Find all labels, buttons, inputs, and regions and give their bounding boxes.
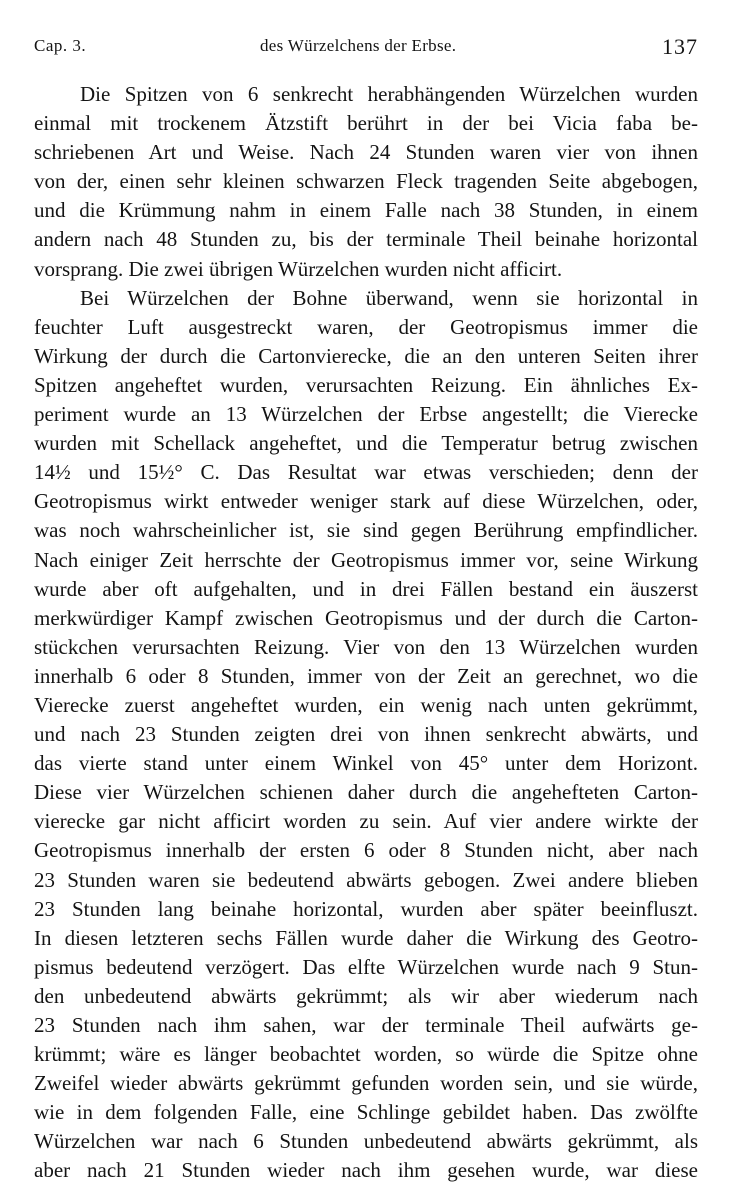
text-line: In diesen letzteren sechs Fällen wurde daher die Wirkung des Geotro-: [34, 925, 698, 950]
text-line: innerhalb 6 oder 8 Stunden, immer von der Zeit an gerechnet, wo die: [34, 663, 698, 688]
page-number: 137: [662, 34, 698, 59]
text-line: krümmt; wäre es länger beobachtet worden, so würde die Spitze ohne: [34, 1042, 698, 1067]
text-line: Bei Würzelchen der Bohne überwand, wenn sie horizontal in: [80, 285, 698, 310]
chapter-label: Cap. 3.: [34, 36, 87, 55]
text-line: das vierte stand unter einem Winkel von 45° unter dem Horizont.: [34, 751, 698, 776]
text-line: Die Spitzen von 6 senkrecht herabhängenden Würzelchen wurden: [80, 82, 698, 106]
text-line: wurde aber oft aufgehalten, und in drei Fällen bestand ein äuszerst: [34, 576, 698, 601]
text-line: Geotropismus innerhalb der ersten 6 oder 8 Stunden nicht, aber nach: [34, 838, 698, 863]
text-line: und nach 23 Stunden zeigten drei von ihnen senkrecht abwärts, und: [34, 722, 698, 747]
text-line: pismus bedeutend verzögert. Das elfte Würzelchen wurde nach 9 Stun-: [34, 954, 698, 979]
text-line: Würzelchen war nach 6 Stunden unbedeutend abwärts gekrümmt, als: [34, 1129, 698, 1154]
text-line: Zweifel wieder abwärts gekrümmt gefunden worden sein, und sie würde,: [34, 1071, 698, 1096]
text-line: und die Krümmung nahm in einem Falle nach 38 Stunden, in einem: [34, 198, 698, 223]
text-line: Geotropismus wirkt entweder weniger stark auf diese Würzelchen, oder,: [34, 489, 698, 514]
text-line: Nach einiger Zeit herrschte der Geotropismus immer vor, seine Wirkung: [34, 547, 698, 572]
text-line: Wirkung der durch die Cartonvierecke, die an den unteren Seiten ihrer: [34, 343, 698, 368]
text-line: Vierecke zuerst angeheftet wurden, ein wenig nach unten gekrümmt,: [34, 692, 698, 717]
text-line: vierecke gar nicht afficirt worden zu sein. Auf vier andere wirkte der: [34, 809, 698, 834]
text-line: wurden mit Schellack angeheftet, und die Temperatur betrug zwischen: [34, 431, 698, 456]
text-line: einmal mit trockenem Ätzstift berührt in der bei Vicia faba be-: [34, 111, 698, 136]
text-line: 23 Stunden nach ihm sahen, war der terminale Theil aufwärts ge-: [34, 1013, 698, 1037]
running-title: des Würzelchens der Erbse.: [260, 36, 457, 55]
text-line: 23 Stunden waren sie bedeutend abwärts gebogen. Zwei andere blieben: [34, 867, 698, 892]
text-line: schriebenen Art und Weise. Nach 24 Stunden waren vier von ihnen: [34, 140, 698, 165]
text-line: periment wurde an 13 Würzelchen der Erbse angestellt; die Vierecke: [34, 402, 698, 427]
text-line: 23 Stunden lang beinahe horizontal, wurden aber später beeinfluszt.: [34, 896, 698, 921]
text-line: von der, einen sehr kleinen schwarzen Fleck tragenden Seite abgebogen,: [34, 169, 698, 194]
text-line: andern nach 48 Stunden zu, bis der terminale Theil beinahe horizontal: [34, 227, 698, 252]
running-header: [34, 30, 698, 60]
text-line: Diese vier Würzelchen schienen daher durch die angehefteten Carton-: [34, 780, 698, 805]
text-line: den unbedeutend abwärts gekrümmt; als wir aber wiederum nach: [34, 983, 698, 1008]
text-line: was noch wahrscheinlicher ist, sie sind gegen Berührung empfindlicher.: [34, 518, 698, 543]
text-line: wie in dem folgenden Falle, eine Schlinge gebildet haben. Das zwölfte: [34, 1100, 698, 1125]
text-line: 14½ und 15½° C. Das Resultat war etwas verschieden; denn der: [34, 460, 698, 485]
text-line: Spitzen angeheftet wurden, verursachten Reizung. Ein ähnliches Ex-: [34, 372, 698, 397]
body-text: [34, 80, 698, 1186]
text-line: aber nach 21 Stunden wieder nach ihm gesehen wurde, war diese: [34, 1158, 698, 1183]
text-line: stückchen verursachten Reizung. Vier von den 13 Würzelchen wurden: [34, 634, 698, 659]
text-line: vorsprang. Die zwei übrigen Würzelchen wurden nicht afficirt.: [34, 256, 563, 281]
text-line: feuchter Luft ausgestreckt waren, der Geotropismus immer die: [34, 314, 698, 339]
text-line: merkwürdiger Kampf zwischen Geotropismus und der durch die Carton-: [34, 605, 698, 630]
